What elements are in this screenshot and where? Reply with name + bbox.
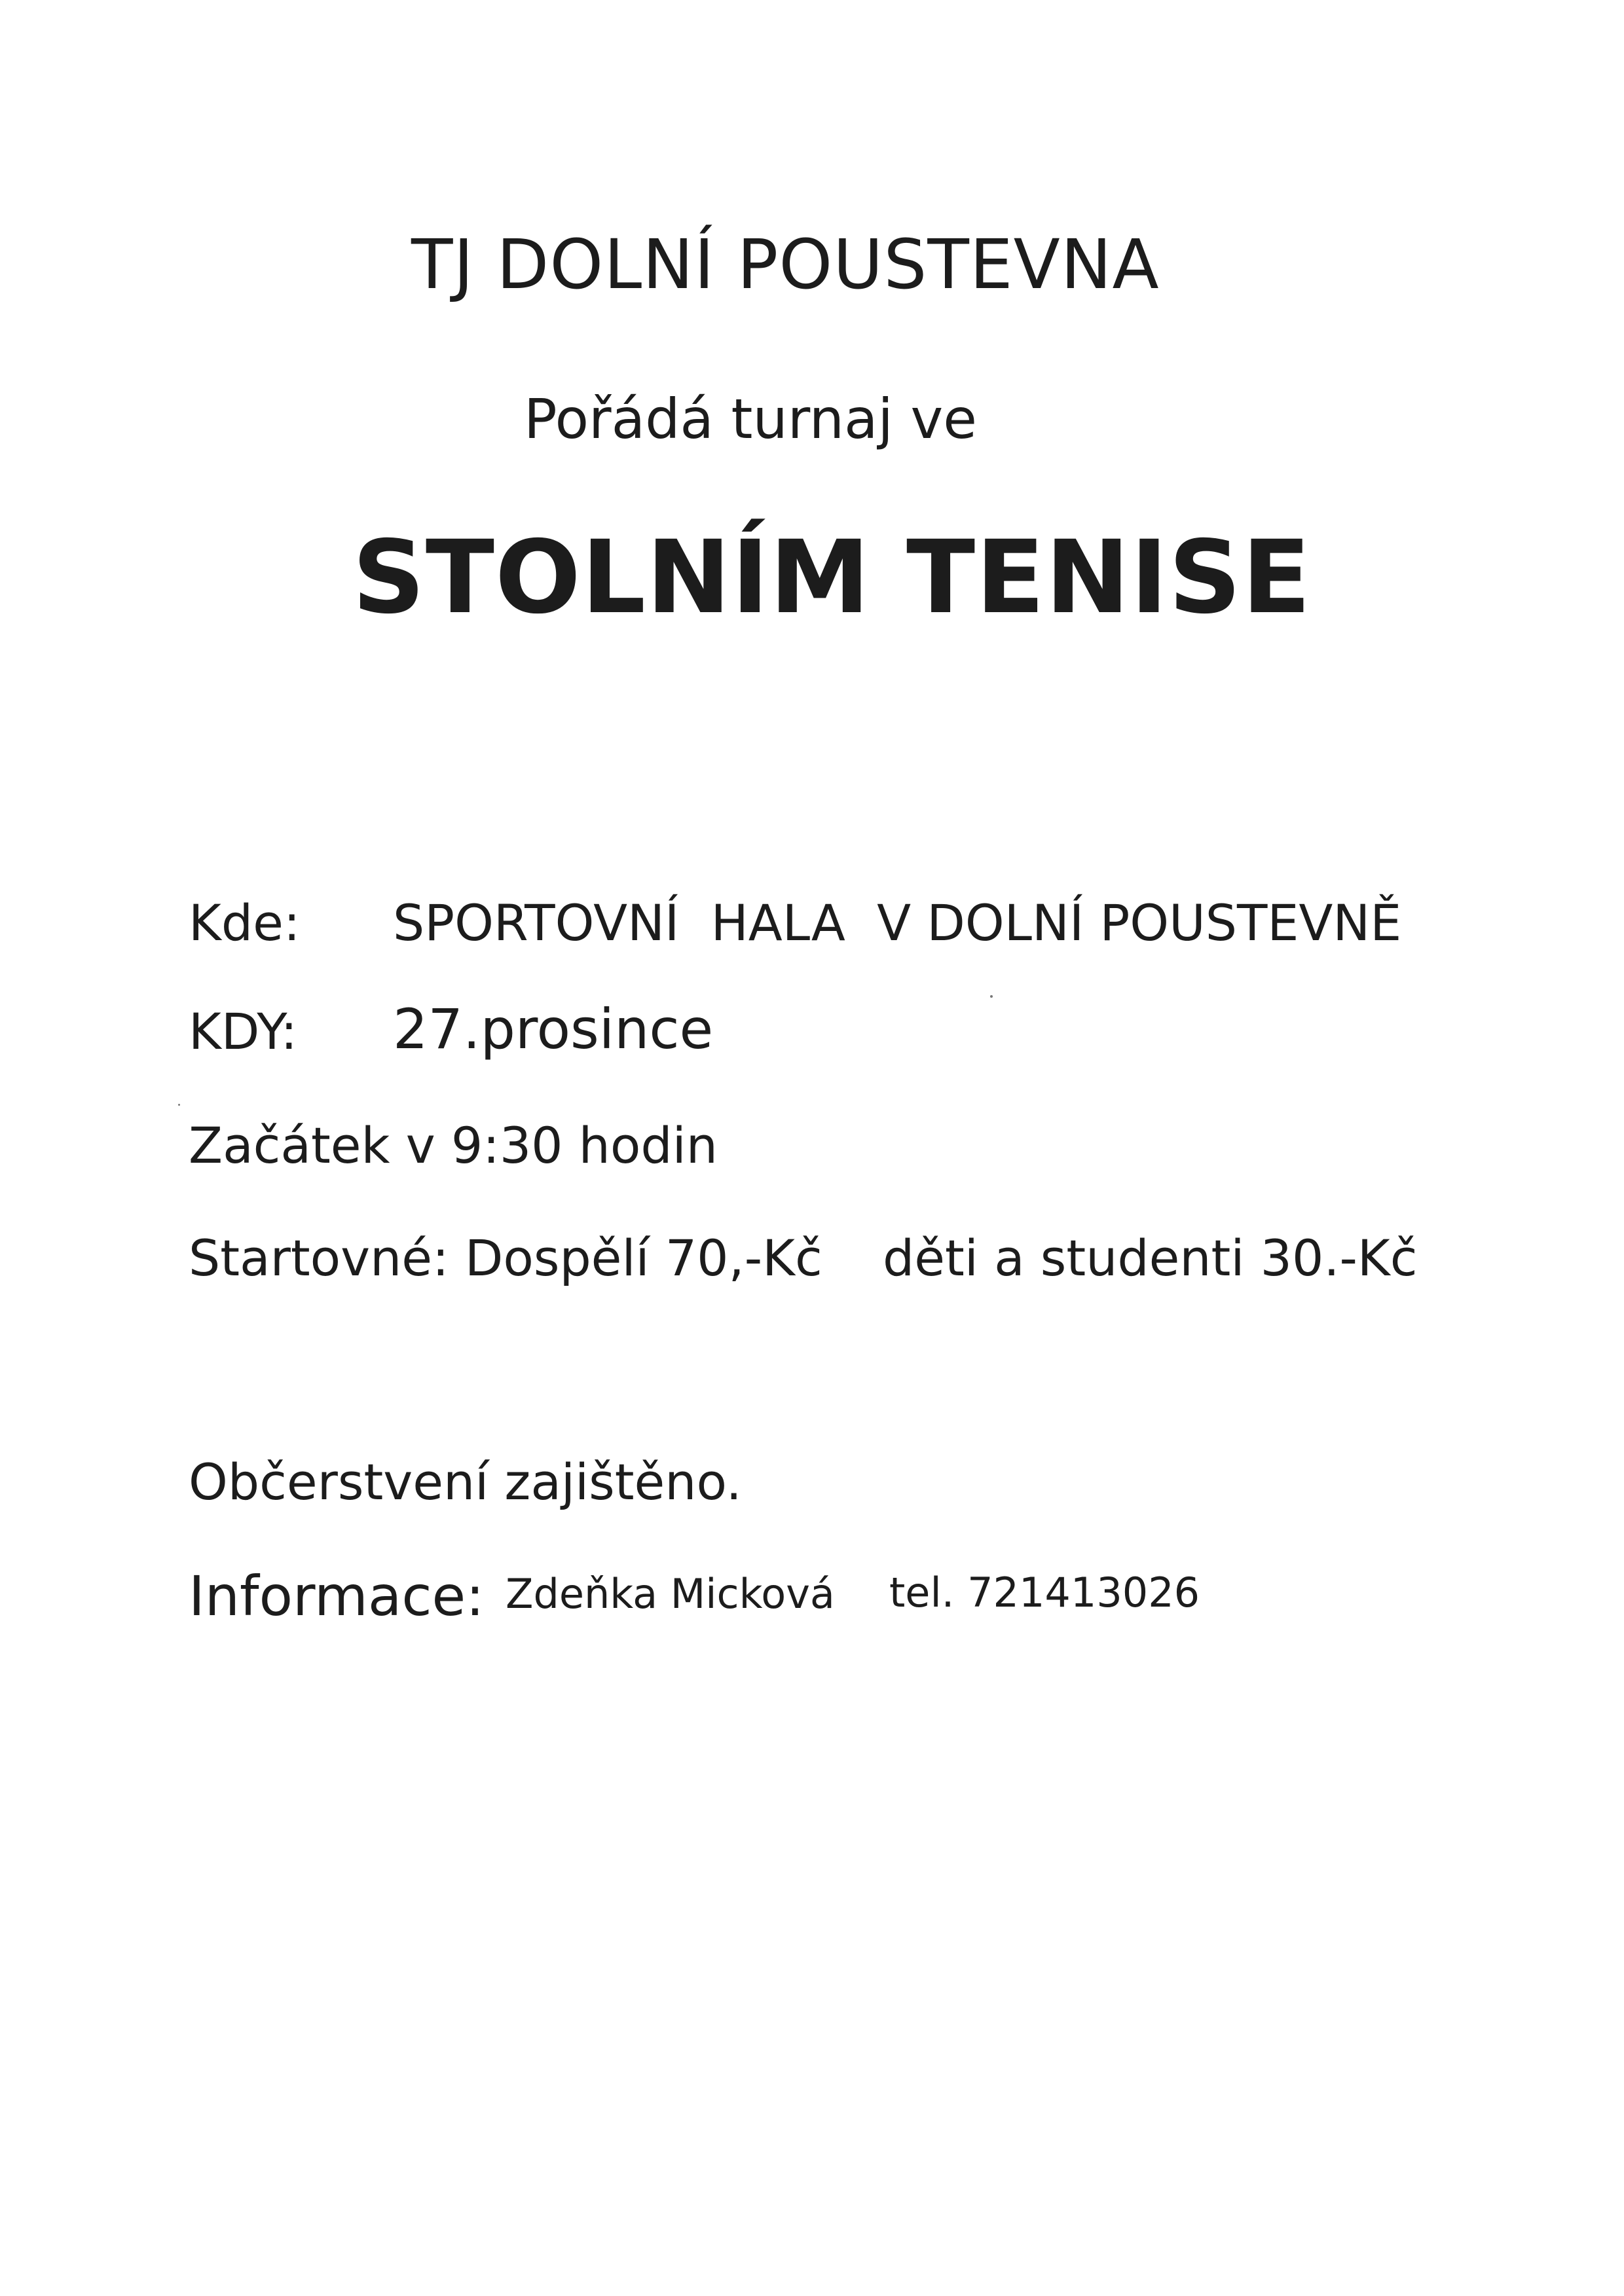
entry-fee-kids: děti a studenti 30.-Kč: [883, 1229, 1418, 1287]
when-value: 27.prosince: [393, 997, 714, 1061]
where-label: Kde:: [189, 894, 301, 952]
organization-title: TJ DOLNÍ POUSTEVNA: [411, 225, 1160, 304]
info-contact-phone: tel. 721413026: [889, 1569, 1200, 1616]
scan-speck: [178, 1104, 180, 1106]
entry-fee-adults: Startovné: Dospělí 70,-Kč: [189, 1229, 822, 1287]
refreshments-note: Občerstvení zajištěno.: [189, 1453, 742, 1511]
where-value: SPORTOVNÍ HALA V DOLNÍ POUSTEVNĚ: [393, 894, 1402, 952]
scan-speck: [990, 995, 993, 998]
when-label: KDY:: [189, 1002, 298, 1061]
info-contact-name: Zdeňka Micková: [506, 1570, 835, 1618]
start-time: Začátek v 9:30 hodin: [189, 1116, 718, 1175]
info-label: Informace:: [189, 1564, 485, 1628]
subtitle: Pořádá turnaj ve: [524, 387, 977, 451]
main-title: STOLNÍM TENISE: [352, 519, 1312, 636]
